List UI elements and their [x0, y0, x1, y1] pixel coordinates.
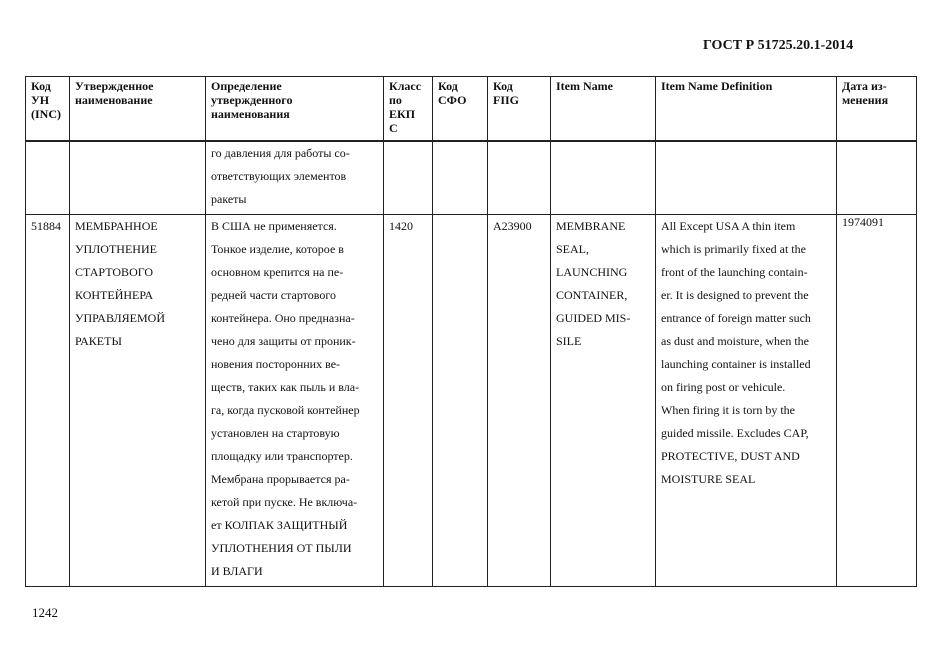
text-line: менения — [842, 93, 889, 107]
text-line: утвержденного — [211, 93, 293, 107]
text-line: (INC) — [31, 107, 61, 121]
text-line: УПЛОТНЕНИЯ ОТ ПЫЛИ — [211, 541, 352, 555]
header-definition — [206, 77, 384, 142]
cell-approved-name — [70, 141, 206, 215]
text-line: guided missile. Excludes CAP, — [661, 426, 809, 440]
cell-sfo — [433, 141, 488, 215]
cell-approved-name — [70, 215, 206, 587]
cell-item-definition — [656, 215, 837, 587]
cell-item-name — [551, 215, 656, 587]
cell-fiig — [488, 141, 551, 215]
text-line: SEAL, — [556, 242, 589, 256]
text-line: Код — [438, 79, 458, 93]
text-line: entrance of foreign matter such — [661, 311, 811, 325]
text-line: контейнера. Оно предназна- — [211, 311, 355, 325]
text-line: редней части стартового — [211, 288, 336, 302]
cell-item-definition — [656, 141, 837, 215]
text-line: SILE — [556, 334, 582, 348]
table-row — [26, 215, 917, 587]
text-line: УПЛОТНЕНИЕ — [75, 242, 157, 256]
header-class — [384, 77, 433, 142]
header-inc — [26, 77, 70, 142]
text-line: СТАРТОВОГО — [75, 265, 154, 279]
header-sfo — [433, 77, 488, 142]
text-line: ет КОЛПАК ЗАЩИТНЫЙ — [211, 518, 348, 532]
cell-date — [837, 141, 917, 215]
text-line: PROTECTIVE, DUST AND — [661, 449, 800, 463]
text-line: С — [389, 121, 398, 135]
cell-inc — [26, 141, 70, 215]
text-line: го давления для работы со- — [211, 146, 350, 160]
text-line: FIIG — [493, 93, 520, 107]
text-line: КОНТЕЙНЕРА — [75, 288, 154, 302]
text-line: ответствующих элементов — [211, 169, 347, 183]
header-approved-name — [70, 77, 206, 142]
text-line: Определение — [211, 79, 282, 93]
text-line: МЕМБРАННОЕ — [75, 219, 158, 233]
cell-fiig: A23900 — [488, 215, 551, 587]
text-line: площадку или транспортер. — [211, 449, 353, 463]
page-number: 1242 — [32, 605, 58, 620]
cell-class — [384, 141, 433, 215]
text-line: Мембрана прорывается ра- — [211, 472, 350, 486]
text-line: Код — [493, 79, 513, 93]
text-line: er. It is designed to prevent the — [661, 288, 809, 302]
text-line: Класс — [389, 79, 422, 93]
cell-item-name — [551, 141, 656, 215]
text-line: по — [389, 93, 402, 107]
header-row — [26, 77, 917, 142]
text-line: основном крепится на пе- — [211, 265, 344, 279]
text-line: кетой при пуске. Не включа- — [211, 495, 358, 509]
text-line: И ВЛАГИ — [211, 564, 263, 578]
header-item-name — [551, 77, 656, 142]
header-item-definition — [656, 77, 837, 142]
text-line: Дата из- — [842, 79, 887, 93]
cell-definition — [206, 141, 384, 215]
text-line: front of the launching contain- — [661, 265, 808, 279]
cell-definition — [206, 215, 384, 587]
text-line: установлен на стартовую — [211, 426, 340, 440]
text-line: УН — [31, 93, 50, 107]
cell-inc: 51884 — [26, 215, 70, 587]
text-line: СФО — [438, 93, 467, 107]
header-date — [837, 77, 917, 142]
text-line: РАКЕТЫ — [75, 334, 122, 348]
text-line: УПРАВЛЯЕМОЙ — [75, 311, 165, 325]
table-row-continuation — [26, 141, 917, 215]
text-line: Item Name — [556, 79, 613, 93]
text-line: launching container is installed — [661, 357, 811, 371]
text-line: as dust and moisture, when the — [661, 334, 809, 348]
text-line: чено для защиты от проник- — [211, 334, 356, 348]
items-table — [25, 76, 917, 587]
text-line: наименования — [211, 107, 290, 121]
text-line: which is primarily fixed at the — [661, 242, 806, 256]
cell-class: 1420 — [384, 215, 433, 587]
text-line: новения посторонних ве- — [211, 357, 341, 371]
text-line: All Except USA A thin item — [661, 219, 796, 233]
text-line: When firing it is torn by the — [661, 403, 795, 417]
cell-sfo — [433, 215, 488, 587]
text-line: MOISTURE SEAL — [661, 472, 756, 486]
text-line: Тонкое изделие, которое в — [211, 242, 344, 256]
text-line: Утвержденное — [75, 79, 154, 93]
standard-number: ГОСТ Р 51725.20.1-2014 — [703, 38, 854, 53]
text-line: CONTAINER, — [556, 288, 628, 302]
text-line: ЕКП — [389, 107, 416, 121]
text-line: on firing post or vehicule. — [661, 380, 786, 394]
header-fiig — [488, 77, 551, 142]
text-line: ракеты — [211, 192, 247, 206]
text-line: Item Name Definition — [661, 79, 773, 93]
cell-date: 1974091 — [837, 215, 917, 587]
text-line: LAUNCHING — [556, 265, 628, 279]
text-line: GUIDED MIS- — [556, 311, 631, 325]
text-line: Код — [31, 79, 51, 93]
text-line: наименование — [75, 93, 153, 107]
text-line: MEMBRANE — [556, 219, 626, 233]
text-line: В США не применяется. — [211, 219, 337, 233]
text-line: га, когда пусковой контейнер — [211, 403, 360, 417]
text-line: ществ, таких как пыль и вла- — [211, 380, 360, 394]
